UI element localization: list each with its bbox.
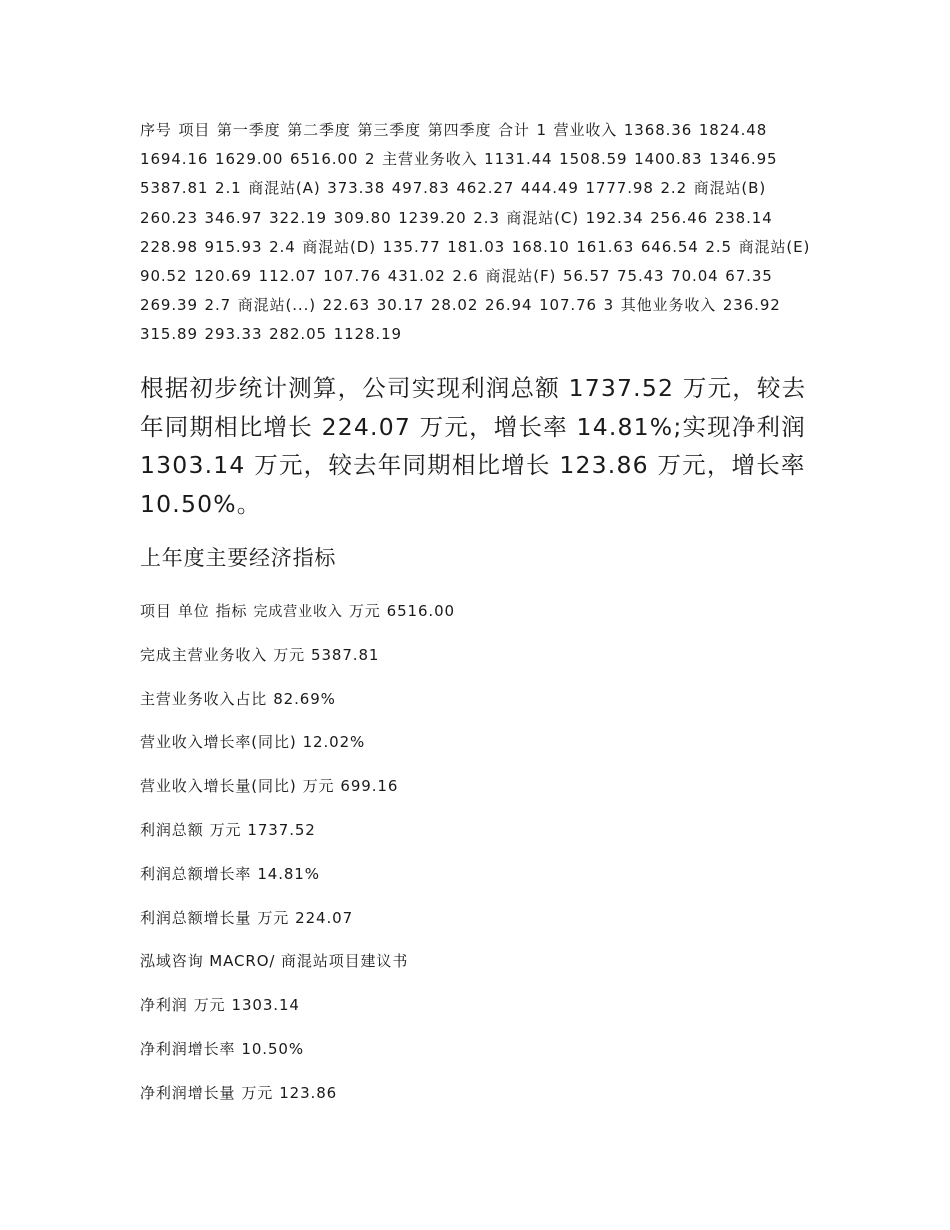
indicator-row bbox=[140, 641, 455, 685]
indicator-label: 净利润 bbox=[140, 996, 188, 1015]
indicator-value: 5387.81 bbox=[311, 645, 380, 664]
indicator-value: 1303.14 bbox=[231, 996, 300, 1015]
indicator-row bbox=[140, 772, 455, 816]
profit-summary-paragraph: 根据初步统计测算，公司实现利润总额 1737.52 万元，较去年同期相比增长 224.07 万元，增长率 14.81%;实现净利润 1303.14 万元，较去年同期相比增长 123.86 万元，增长率 10.50%。 bbox=[140, 374, 807, 518]
indicator-label: 营业收入增长量(同比) bbox=[140, 777, 297, 796]
indicator-label: 完成营业收入 bbox=[253, 604, 343, 620]
indicator-value: 224.07 bbox=[295, 908, 354, 927]
indicator-label: 利润总额增长率 bbox=[140, 864, 252, 883]
indicator-row bbox=[140, 685, 455, 729]
indicator-unit: 万元 bbox=[241, 1083, 274, 1102]
running-header-text: 泓域咨询 MACRO/ 商混站项目建议书 bbox=[140, 952, 409, 971]
running-header bbox=[140, 947, 455, 991]
indicator-unit: 万元 bbox=[209, 820, 242, 839]
indicator-label: 净利润增长率 bbox=[140, 1039, 236, 1058]
indicator-row bbox=[140, 1035, 455, 1079]
indicator-header-row bbox=[140, 597, 455, 641]
indicator-row bbox=[140, 1079, 455, 1123]
indicator-value: 12.02% bbox=[302, 733, 366, 752]
indicator-row bbox=[140, 904, 455, 948]
indicator-unit: 万元 bbox=[302, 777, 335, 796]
indicator-unit: 万元 bbox=[273, 645, 306, 664]
section-title: 上年度主要经济指标 bbox=[140, 546, 337, 570]
indicator-value: 82.69% bbox=[273, 689, 336, 708]
indicator-unit: 万元 bbox=[257, 908, 290, 927]
indicator-row bbox=[140, 860, 455, 904]
header-col-item: 项目 bbox=[140, 602, 172, 620]
indicator-value: 1737.52 bbox=[247, 820, 316, 839]
header-col-indicator: 指标 bbox=[215, 602, 248, 620]
indicator-value: 6516.00 bbox=[386, 602, 455, 620]
indicator-label: 主营业务收入占比 bbox=[140, 689, 268, 708]
quarterly-revenue-table-text: 序号 项目 第一季度 第二季度 第三季度 第四季度 合计 1 营业收入 1368.36 1824.48 1694.16 1629.00 6516.00 2 主营业务收入 1131.44 1508.59 1400.83 1346.95 5387.81 2.1 商混站(A) 373.38 497.83 462.27 444.49 1777.98 2.2 商混站(B) 260.23 346.97 322.19 309.80 1239.20 2.3 商混站(C) 192.34 256.46 238.14 228.98 915.93 2.4 商混站(D) 135.77 181.03 168.10 161.63 646.54 2.5 商混站(E) 90.52 120.69 112.07 107.76 431.02 2.6 商混站(F) 56.57 75.43 70.04 67.35 269.39 2.7 商混站(...) 22.63 30.17 28.02 26.94 107.76 3 其他业务收入 236.92 315.89 293.33 282.05 1128.19 bbox=[140, 121, 811, 344]
indicator-label: 净利润增长量 bbox=[140, 1083, 236, 1102]
indicator-unit: 万元 bbox=[348, 602, 381, 620]
header-col-unit: 单位 bbox=[177, 602, 210, 620]
indicator-unit: 万元 bbox=[193, 996, 226, 1015]
indicator-label: 利润总额 bbox=[140, 820, 204, 839]
indicator-value: 699.16 bbox=[340, 777, 399, 796]
indicator-row bbox=[140, 991, 455, 1035]
indicator-row bbox=[140, 816, 455, 860]
indicator-list bbox=[140, 597, 455, 1123]
indicator-label: 利润总额增长量 bbox=[140, 908, 252, 927]
indicator-value: 14.81% bbox=[257, 864, 320, 883]
indicator-label: 完成主营业务收入 bbox=[140, 645, 268, 664]
indicator-value: 10.50% bbox=[241, 1039, 305, 1058]
indicator-value: 123.86 bbox=[279, 1083, 338, 1102]
indicator-label: 营业收入增长率(同比) bbox=[140, 733, 297, 752]
indicator-row bbox=[140, 728, 455, 772]
